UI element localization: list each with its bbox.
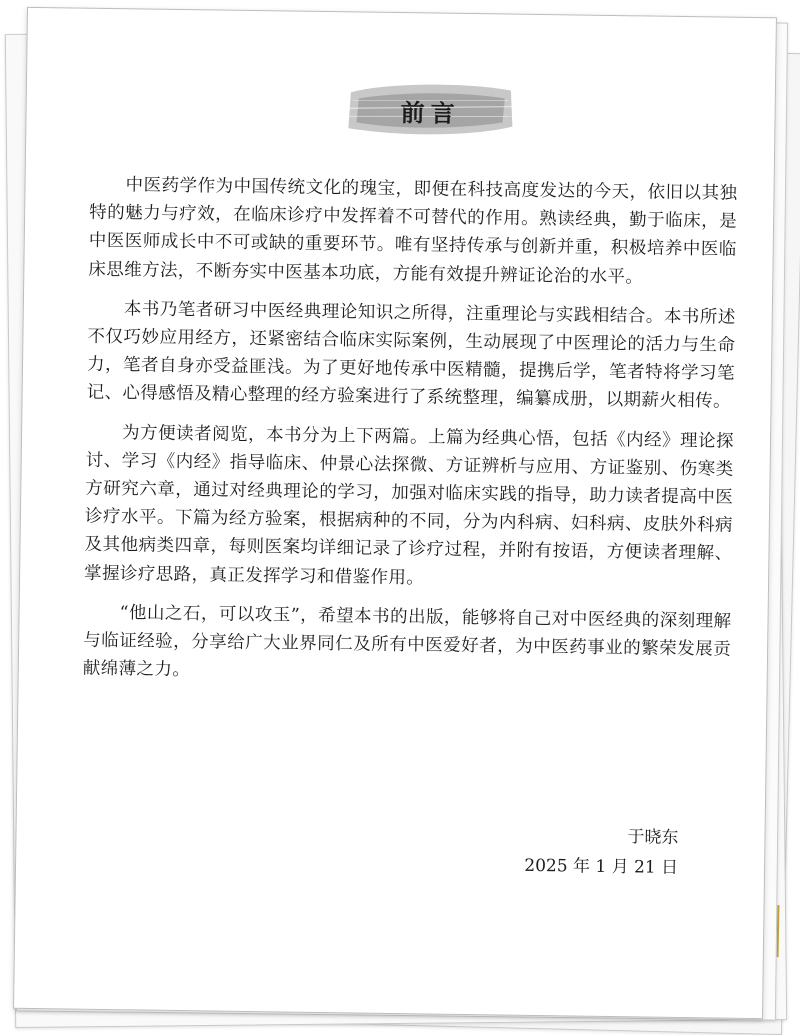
paragraph: 为方便读者阅览，本书分为上下两篇。上篇为经典心悟，包括《内经》理论探讨、学习《内经》指导临床、仲景心法探微、方证辨析与应用、方证鉴别、伤寒类方研究六章，通过对经典理论的学习，加强对临床实践的指导，助力读者提高中医诊疗水平。下篇为经方验案，根据病种的不同，分为内科病、妇科病、皮肤外科病及其他病类四章，每则医案均详细记录了诊疗过程，并附有按语，方便读者理解、掌握诊疗思路，真正发挥学习和借鉴作用。 <box>83 422 735 589</box>
paragraph: 本书乃笔者研习中医经典理论知识之所得，注重理论与实践相结合。本书所述不仅巧妙应用经方，还紧密结合临床实际案例，生动展现了中医理论的活力与生命力，笔者自身亦受益匪浅。为了更好地传承中医精髓，提携后学，笔者特将学习笔记、心得感悟及精心整理的经方验案进行了系统整理，编纂成册，以期薪火相传。 <box>86 299 736 413</box>
author-name: 于晓东 <box>627 827 679 848</box>
page-title: 前言 <box>400 99 461 128</box>
signature-block <box>524 821 679 883</box>
title-banner <box>344 78 517 140</box>
paragraph: 中医药学作为中国传统文化的瑰宝，即便在科技高度发达的今天，依旧以其独特的魅力与疗效，在临床诊疗中发挥着不可替代的作用。熟读经典，勤于临床，是中医医师成长中不可或缺的重要环节。唯有坚持传承与创新并重，积极培养中医临床思维方法，不断夯实中医基本功底，方能有效提升辨证论治的水平。 <box>88 175 738 288</box>
document-page <box>13 7 777 1019</box>
signature-date: 2025 年 1 月 21 日 <box>524 855 679 878</box>
paragraph: “他山之石，可以攻玉”，希望本书的出版，能够将自己对中医经典的深刻理解与临证经验，分享给广大业界同仁及所有中医爱好者，为中医药事业的繁荣发展贡献绵薄之力。 <box>82 603 732 681</box>
preface-body <box>83 171 738 692</box>
